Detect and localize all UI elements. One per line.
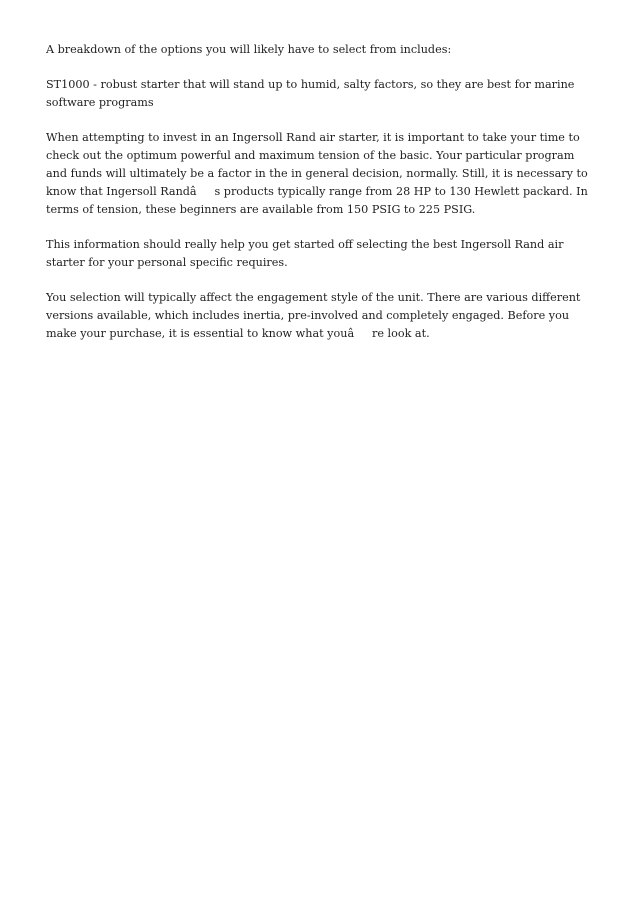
paragraph-intro: A breakdown of the options you will likely have to select from includes:	[46, 43, 452, 56]
document-body	[46, 41, 598, 360]
paragraph-selection: You selection will typically affect the engagement style of the unit. There are various different versions available, which includes inertia, pre-involved and completely engaged. Before you make your purchase, it is essential to know what youâre look at.	[46, 291, 581, 340]
paragraph-st1000: ST1000 - robust starter that will stand up to humid, salty factors, so they are best for marine software programs	[46, 78, 575, 109]
paragraph-information: This information should really help you get started off selecting the best Ingersoll Rand air starter for your personal specific requires.	[46, 238, 564, 269]
paragraph-investing: When attempting to invest in an Ingersoll Rand air starter, it is important to take your time to check out the optimum powerful and maximum tension of the basic. Your particular program and funds will ultimately be a factor in the in general decision, normally. Still, it is necessary to know that Ingersoll Randâs products typically range from 28 HP to 130 Hewlett packard. In terms of tension, these beginners are available from 150 PSIG to 225 PSIG.	[46, 131, 588, 216]
